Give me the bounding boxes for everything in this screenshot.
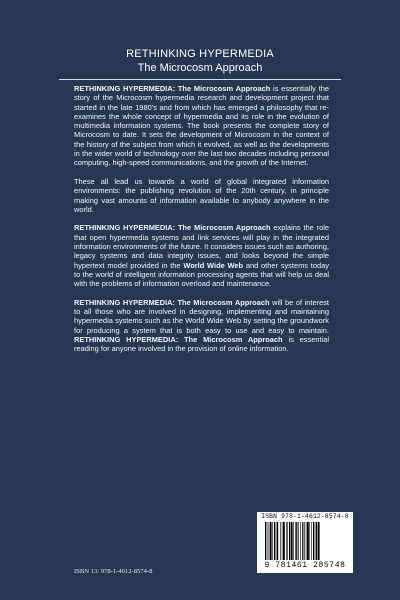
barcode-bar <box>291 522 293 560</box>
barcode-bar <box>316 522 317 560</box>
paragraph-text: is essentially the story of the Microcosm hypermedia research and development project that started in the late 1980’s and from which has emerged a philosophy that re-examines the whole concept of hypermedia and its role in the evolution of multimedia information systems. The book presents the complete story of Microcosm to date. It sets the development of Microcosm in the context of the history of the subject from which it evolved, as well as the developments in the wider world of technology over the last two decades including personal computing, high-speed communications, and the growth of the Internet. <box>74 84 330 168</box>
paragraph-text: and other systems today to the world of intelligent information processing agents that will help us deal with the problems of information overload and maintenance. <box>74 260 329 289</box>
barcode-bar <box>295 522 296 560</box>
title-divider <box>59 79 341 80</box>
barcode-bar <box>296 522 297 560</box>
barcode-bar <box>286 522 287 560</box>
barcode-bar <box>272 522 273 560</box>
barcode-bar <box>315 522 316 560</box>
barcode-bar <box>298 522 299 560</box>
book-name-bold: RETHINKING HYPERMEDIA: The Microcosm Approach <box>74 335 283 345</box>
barcode-bar <box>267 522 268 560</box>
barcode-bar <box>311 522 312 560</box>
barcode-bar <box>293 522 294 560</box>
barcode-bar <box>270 522 272 560</box>
blurb-paragraph-4 <box>74 298 329 354</box>
barcode-bar <box>283 522 285 560</box>
book-subtitle: The Microcosm Approach <box>137 62 263 74</box>
barcode-bar <box>265 522 266 560</box>
blurb-paragraph-1 <box>74 84 329 168</box>
book-name-bold: RETHINKING HYPERMEDIA: The Microcosm Approach <box>74 223 271 233</box>
blurb <box>74 84 329 363</box>
book-name-bold: RETHINKING HYPERMEDIA: The Microcosm Approach <box>74 84 271 93</box>
barcode-bar <box>302 522 303 560</box>
barcode-bar <box>309 522 310 560</box>
barcode-bar <box>274 522 275 560</box>
barcode-bar <box>280 522 281 560</box>
barcode-bar <box>282 522 283 560</box>
barcode-bar <box>300 522 301 560</box>
paragraph-text: explains the role that open hypermedia systems and link services will play in the integrated information environments of the future. It considers issues such as authoring, legacy systems and data integrity issues, and looks beyond the simple hypertext model provided in the <box>74 223 330 270</box>
title-block <box>0 48 400 75</box>
barcode-bar <box>313 522 314 560</box>
barcode-bar <box>287 522 288 560</box>
book-title: RETHINKING HYPERMEDIA <box>126 48 274 60</box>
barcode-bar <box>276 522 277 560</box>
barcode-bar <box>277 522 278 560</box>
barcode-bar <box>318 522 320 560</box>
paragraph-text: is essential reading for anyone involved in the provision of online information. <box>74 335 330 354</box>
paragraph-text: will be of interest to all those who are involved in designing, implementing and maintaining hypermedia systems such as the World Wide Web by setting the groundwork for producing a system that is both easy to use and easy to maintain. <box>74 297 329 335</box>
isbn-label: ISBN 13: 978-1-4612-8574-8 <box>74 568 153 575</box>
www-bold: World Wide Web <box>183 260 244 270</box>
barcode-bars <box>263 522 347 560</box>
barcode-number: 9 781461 285748 <box>264 561 346 570</box>
barcode-bar <box>289 522 290 560</box>
barcode-isbn-label: ISBN 978-1-4612-8574-8 <box>261 513 349 520</box>
blurb-paragraph-3 <box>74 223 329 288</box>
barcode-bar <box>269 522 270 560</box>
barcode-bar <box>304 522 305 560</box>
barcode-bar <box>307 522 309 560</box>
barcode-bar <box>306 522 307 560</box>
blurb-paragraph-2: These all lead us towards a world of global integrated information environments: the publishing revolution of the 20th century, in principle making vast amounts of information available to anybody anywhere in the world. <box>74 176 329 214</box>
book-name-bold: RETHINKING HYPERMEDIA: The Microcosm Approach <box>74 297 270 307</box>
barcode <box>257 512 353 573</box>
